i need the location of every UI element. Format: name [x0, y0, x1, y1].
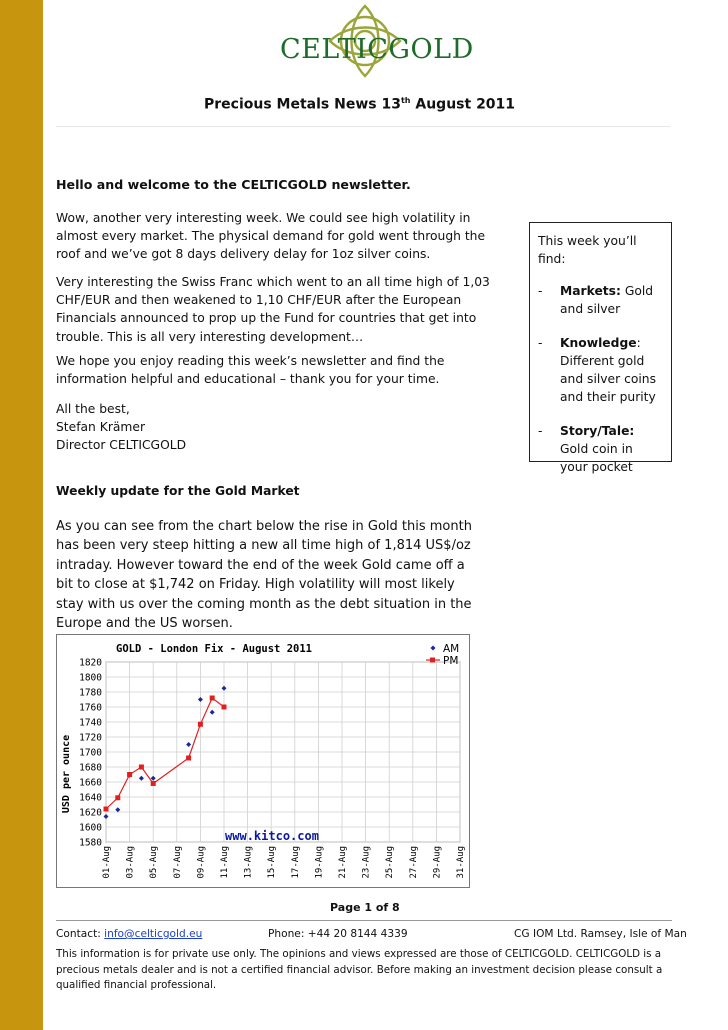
data-point-pm	[151, 781, 156, 786]
x-tick-label: 15-Aug	[267, 846, 278, 879]
footer-contact	[56, 928, 202, 940]
y-tick-label: 1660	[79, 777, 102, 789]
gold-price-chart	[56, 634, 470, 888]
data-point-pm	[104, 807, 109, 812]
contents-item-markets	[538, 282, 663, 318]
y-tick-label: 1620	[79, 807, 102, 819]
legend-marker-pm	[430, 658, 435, 663]
logo-wordmark: CELTICGOLD	[280, 34, 474, 65]
contents-item-label: Markets:	[560, 284, 621, 298]
chart-y-axis-label: USD per ounce	[61, 734, 72, 814]
x-tick-label: 29-Aug	[432, 846, 443, 879]
data-point-pm	[127, 772, 132, 777]
chart-title: GOLD - London Fix - August 2011	[116, 643, 312, 655]
y-tick-label: 1680	[79, 762, 102, 774]
side-accent-bar	[0, 0, 43, 1030]
x-tick-label: 31-Aug	[456, 846, 466, 879]
y-tick-label: 1800	[79, 672, 102, 684]
y-tick-label: 1780	[79, 687, 102, 699]
page-title	[204, 96, 515, 113]
title-superscript: th	[400, 96, 411, 105]
y-tick-label: 1720	[79, 732, 102, 744]
x-tick-label: 25-Aug	[385, 846, 396, 879]
bullet-dash: -	[538, 336, 543, 350]
gold-section-body: As you can see from the chart below the rise in Gold this month has been very steep hitting a new all time high of 1,814 US$/oz intraday. However toward the end of the week Gold came off a bit to close at $1,742 on Friday. High volatility will most likely stay with us over the coming month as the debt situation in the Europe and the US worsen.	[56, 519, 472, 632]
x-tick-label: 03-Aug	[125, 846, 136, 879]
contents-item-label: Knowledge	[560, 336, 637, 350]
x-tick-label: 21-Aug	[338, 846, 348, 879]
footer-divider	[56, 920, 672, 921]
title-main: Precious Metals News 13	[204, 96, 401, 113]
contents-box	[529, 222, 672, 474]
y-tick-label: 1580	[79, 837, 102, 849]
x-tick-label: 27-Aug	[408, 846, 419, 879]
intro-paragraph-1: Wow, another very interesting week. We could see high volatility in almost every market. The physical demand for gold went through the roof and we’ve got 8 days delivery delay for 1oz silver coins.	[56, 211, 486, 262]
header-divider	[56, 126, 670, 127]
data-point-pm	[139, 765, 144, 770]
legend-label-am: AM	[443, 643, 460, 655]
data-point-pm	[210, 696, 215, 701]
footer-phone: Phone: +44 20 8144 4339	[268, 928, 408, 940]
celticgold-logo	[250, 2, 480, 80]
y-tick-label: 1740	[79, 717, 102, 729]
chart-watermark: www.kitco.com	[225, 829, 319, 843]
gold-section-heading: Weekly update for the Gold Market	[56, 484, 300, 498]
y-tick-label: 1760	[79, 702, 102, 714]
y-tick-label: 1700	[79, 747, 102, 759]
footer-company: CG IOM Ltd. Ramsey, Isle of Man	[514, 928, 687, 940]
y-tick-label: 1820	[79, 657, 102, 669]
data-point-pm	[115, 795, 120, 800]
footer-disclaimer: This information is for private use only. The opinions and views expressed are those of CELTICGOLD. CELTICGOLD is a precious metals dealer and is not a certified financial advisor. Before making an investment decision please consult a qualified financial professional.	[56, 948, 663, 992]
page-number: Page 1 of 8	[330, 901, 400, 914]
contact-email-link[interactable]: info@celticgold.eu	[104, 928, 203, 940]
contents-item-story	[538, 422, 663, 476]
y-tick-label: 1600	[79, 822, 102, 834]
x-tick-label: 01-Aug	[102, 846, 112, 879]
contents-item-label: Story/Tale:	[560, 424, 635, 438]
y-tick-label: 1640	[79, 792, 102, 804]
data-point-pm	[186, 756, 191, 761]
x-tick-label: 19-Aug	[314, 846, 325, 879]
contents-item-text: : Different gold and silver coins and their purity	[560, 336, 656, 404]
x-tick-label: 07-Aug	[172, 846, 183, 879]
data-point-pm	[198, 722, 203, 727]
intro-paragraph-3: We hope you enjoy reading this week’s newsletter and find the information helpful and educational – thank you for your time.	[56, 354, 445, 387]
contents-item-knowledge	[538, 334, 663, 406]
x-tick-label: 09-Aug	[196, 846, 207, 879]
x-tick-label: 11-Aug	[220, 846, 230, 879]
contents-item-text: Gold coin in your pocket	[560, 442, 633, 474]
x-tick-label: 17-Aug	[290, 846, 301, 879]
intro-paragraph-2: Very interesting the Swiss Franc which went to an all time high of 1,03 CHF/EUR and then weakened to 1,10 CHF/EUR after the European Financials announced to prop up the Fund for countries that get into trouble. This is all very interesting development…	[56, 275, 490, 344]
footer-contact-label: Contact:	[56, 928, 105, 940]
signature-title: Director CELTICGOLD	[56, 438, 187, 452]
x-tick-label: 23-Aug	[361, 846, 372, 879]
x-tick-label: 05-Aug	[149, 846, 160, 879]
greeting: Hello and welcome to the CELTICGOLD newsletter.	[56, 177, 411, 192]
data-point-pm	[222, 705, 227, 710]
bullet-dash: -	[538, 284, 543, 298]
title-tail: August 2011	[410, 96, 516, 113]
signature-line-1: All the best,	[56, 402, 130, 416]
bullet-dash: -	[538, 424, 543, 438]
contents-heading: This week you’ll find:	[538, 234, 637, 266]
contents-item-text: Gold and silver	[560, 284, 654, 316]
legend-label-pm: PM	[443, 655, 459, 667]
signature-name: Stefan Krämer	[56, 420, 146, 434]
x-tick-label: 13-Aug	[243, 846, 254, 879]
